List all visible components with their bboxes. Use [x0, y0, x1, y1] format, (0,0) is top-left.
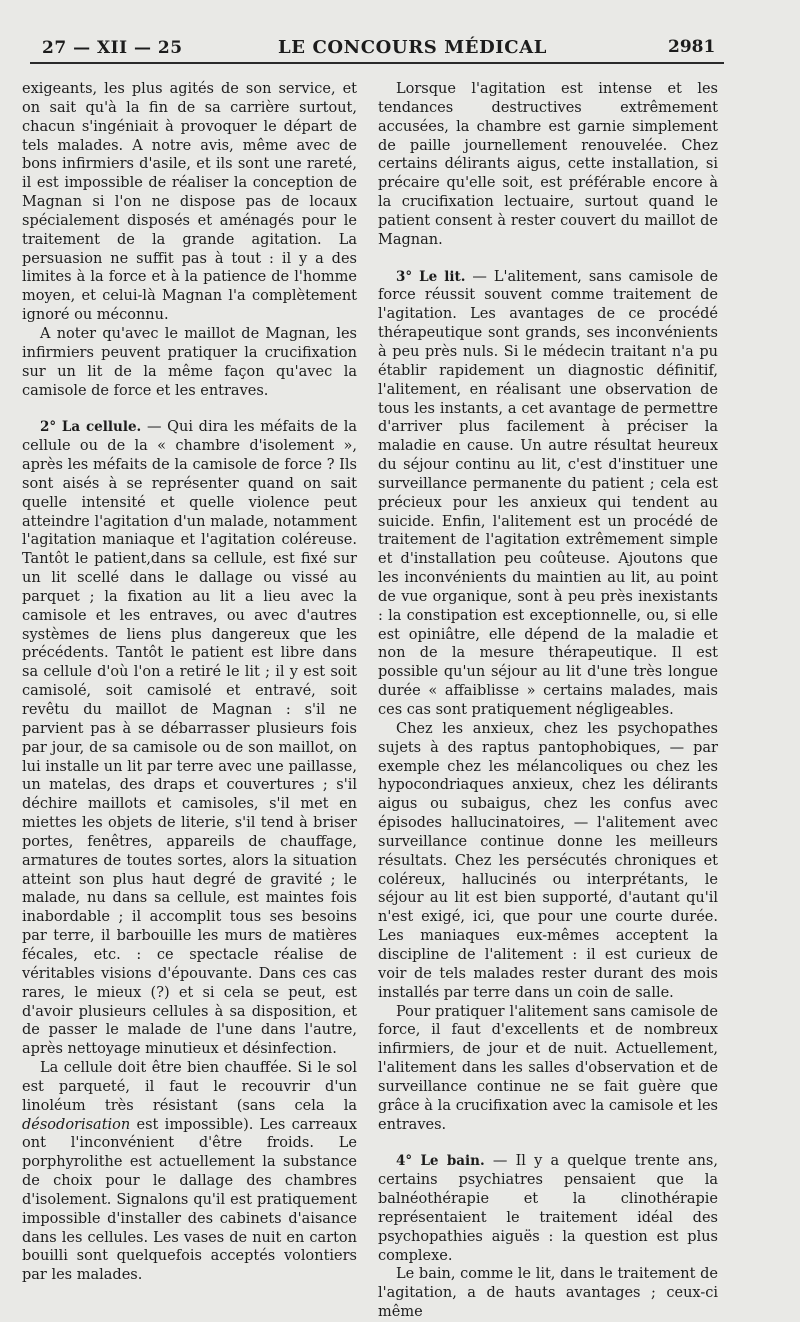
- paragraph: Pour pratiquer l'alitement sans camisole de force, il faut d'excellents et de nombreux infirmiers, de jour et de nuit. Actuellement, l'alitement dans les salles d'observation et de surveillance continue ne se fait guère que grâce à la crucifixation avec la camisole et les entraves.: [378, 1003, 718, 1133]
- paragraph: [22, 1059, 357, 1285]
- paragraph: Lorsque l'agitation est intense et les tendances destructives extrêmement accusées, la chambre est garnie simplement de paille journellement renouvelée. Chez certains délirants aigus, cette installation, si précaire qu'elle soit, est préférable encore à la crucifixation lectuaire, surtout quand le patient consent à rester couvert du maillot de Magnan.: [378, 81, 718, 248]
- paragraph-text: est impossible). Les carreaux ont l'inconvénient d'être froids. Le porphyrolithe est actuellement la substance de choix pour le dallage des chambres d'isolement. Signalons qu'il est pratiquement impossible d'installer des cabinets d'aisance dans les cellules. Les vases de nuit en carton bouilli sont quelquefois acceptés volontiers par les malades.: [22, 1116, 357, 1284]
- issue-date: 27 — XII — 25: [42, 38, 183, 58]
- section-lit: [378, 268, 718, 720]
- section-text: — Il y a quelque trente ans, certains psychiatres pensaient que la balnéothérapie et la clinothérapie représentaient le traitement idéal des psychopathies aiguës : la question est plus complexe.: [378, 1153, 718, 1264]
- section-heading: 3° Le lit.: [396, 268, 466, 285]
- section-heading: 2° La cellule.: [40, 419, 142, 436]
- paragraph: Chez les anxieux, chez les psychopathes sujets à des raptus pantophobiques, — par exemple chez les mélancoliques ou chez les hypocondriaques anxieux, chez les délirants aigus ou subaigus, chez les confus avec épisodes hallucinatoires, — l'alitement avec surveillance continue donne les meilleurs résultats. Chez les persécutés chroniques et coléreux, hallucinés ou interprétants, le séjour au lit est bien supporté, d'autant qu'il n'est exigé, ici, que pour une courte durée. Les maniaques eux-mêmes acceptent la discipline de l'alitement : il est curieux de voir de tels malades rester durant des mois installés par terre dans un coin de salle.: [378, 720, 718, 1001]
- paragraph: Le bain, comme le lit, dans le traitement de l'agitation, a de hauts avantages ; ceux-ci même: [378, 1266, 718, 1321]
- journal-title: LE CONCOURS MÉDICAL: [278, 37, 548, 58]
- section-text: — Qui dira les méfaits de la cellule ou de la « chambre d'isolement », après les méfaits de la camisole de force ? Ils sont aisés à se représenter quand on sait quelle intensité et quelle violence peut atteindre l'agitation d'un malade, notamment l'agitation maniaque et l'agitation coléreuse. Tantôt le patient,dans sa cellule, est fixé sur un lit scellé dans le dallage ou vissé au parquet ; la fixation au lit a lieu avec la camisole et les entraves, ou avec d'autres systèmes de liens plus dangereux que les précédents. Tantôt le patient est libre dans sa cellule d'où l'on a retiré le lit ; il y est soit camisolé, soit camisolé et entravé, soit revêtu du maillot de Magnan : s'il ne parvient pas à se débarrasser plusieurs fois par jour, de sa camisole ou de son maillot, on lui installe un lit par terre avec une paillasse, un matelas, des draps et couvertures ; s'il déchire maillots et camisoles, s'il met en miettes les objets de literie, s'il tend à briser portes, fenêtres, appareils de chauffage, armatures de toutes sortes, alors la situation atteint son plus haut degré de gravité ; le malade, nu dans sa cellule, est maintes fois inabordable ; il accomplit tous ses besoins par terre, il barbouille les murs de matières fécales, etc. : ce spectacle réalise de véritables visions d'épouvante. Dans ces cas rares, le mieux (?) et si cela se peut, est d'avoir plusieurs cellules à sa disposition, et de passer le malade de l'une dans l'autre, après nettoyage minutieux et désinfection.: [22, 419, 357, 1058]
- paragraph: exigeants, les plus agités de son service, et on sait qu'à la fin de sa carrière surtout, chacun s'ingéniait à provoquer le départ de tels malades. A notre avis, même avec de bons infirmiers d'asile, et ils sont une rareté, il est impossible de réaliser la conception de Magnan si l'on ne dispose pas de locaux spécialement disposés et aménagés pour le traitement de la grande agitation. La persuasion ne suffit pas à tout : il y a des limites à la force et à la patience de l'homme moyen, et celui-là Magnan l'a complètement ignoré ou méconnu.: [22, 81, 357, 324]
- header-rule: [30, 62, 724, 64]
- section-heading: 4° Le bain.: [396, 1153, 485, 1170]
- section-bain: [378, 1152, 718, 1265]
- left-column: [22, 80, 357, 1285]
- paragraph-text: La cellule doit être bien chauffée. Si le sol est parqueté, il faut le recouvrir d'un linoléum très résistant (sans cela la: [22, 1060, 357, 1114]
- right-column: [378, 80, 718, 1322]
- paragraph: A noter qu'avec le maillot de Magnan, les infirmiers peuvent pratiquer la crucifixation sur un lit de la même façon qu'avec la camisole de force et les entraves.: [22, 325, 357, 399]
- section-text: — L'alitement, sans camisole de force réussit souvent comme traitement de l'agitation. Les avantages de ce procédé thérapeutique sont grands, ses inconvénients à peu près nuls. Si le médecin traitant n'a pu établir rapidement un diagnostic définitif, l'alitement, en réalisant une observation de tous les instants, a cet avantage de permettre d'arriver plus facilement à préciser la maladie en cause. Un autre résultat heureux du séjour continu au lit, c'est d'instituer une surveillance permanente du patient ; cela est précieux pour les anxieux qui tendent au suicide. Enfin, l'alitement est un procédé de traitement de l'agitation extrêmement simple et d'installation peu coûteuse. Ajoutons que les inconvénients du maintien au lit, au point de vue organique, sont à peu près inexistants : la constipation est exceptionnelle, ou, si elle est opiniâtre, elle dépend de la maladie et non de la mesure thérapeutique. Il est possible qu'un séjour au lit d'une très longue durée « affaiblisse » certains malades, mais ces cas sont pratiquement négligeables.: [378, 268, 718, 718]
- section-cellule: [22, 418, 357, 1059]
- italic-term: désodorisation: [22, 1116, 131, 1133]
- running-header: [0, 34, 800, 62]
- page-number: 2981: [668, 37, 716, 57]
